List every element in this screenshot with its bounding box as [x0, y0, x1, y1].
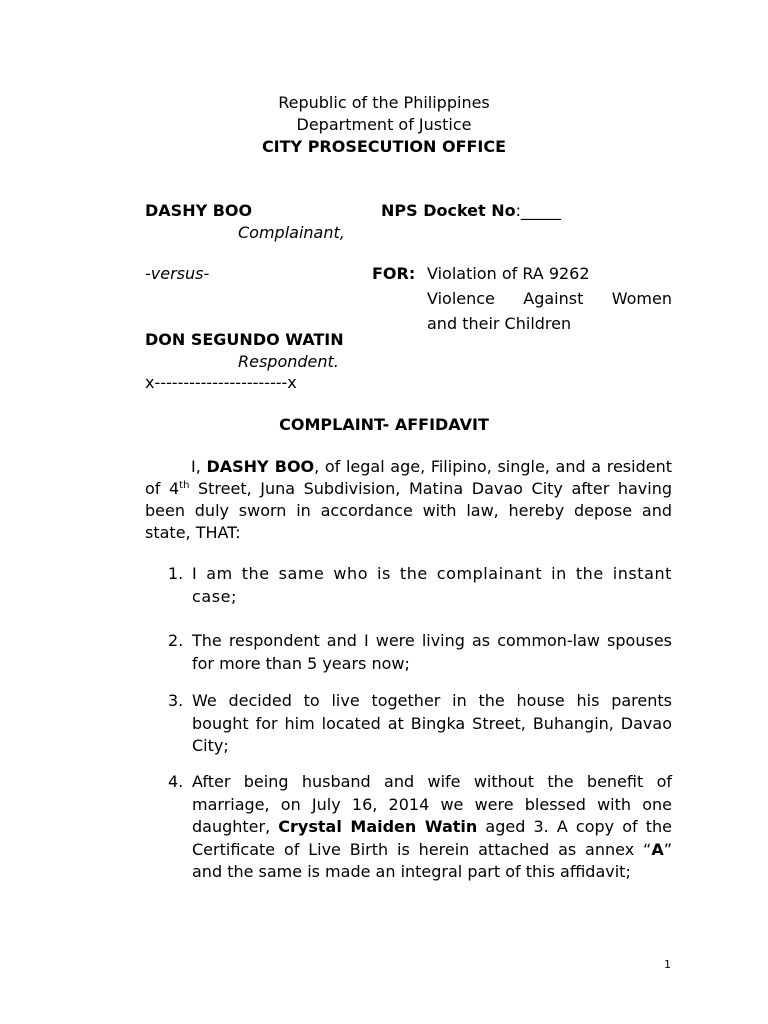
list-item-text [192, 771, 672, 884]
caption-separator: x-----------------------x [145, 373, 297, 392]
for-label: FOR: [372, 264, 416, 283]
docket-number [381, 200, 561, 222]
intro-superscript: th [179, 480, 190, 491]
list-item-text: We decided to live together in the house his parents bought for him located at Bingka Street, Buhangin, Davao City; [192, 691, 672, 755]
intro-text-1: I, [191, 457, 207, 476]
list-item-1 [168, 563, 672, 608]
for-line-3: and their Children [427, 314, 572, 333]
header-department: Department of Justice [296, 115, 472, 134]
intro-affiant-name: DASHY BOO [206, 457, 315, 476]
list-item-2 [168, 630, 672, 675]
list-item-number: 4. [168, 772, 184, 791]
list-item-number: 1. [168, 564, 184, 583]
for-line-1: Violation of RA 9262 [427, 264, 590, 283]
for-description [427, 261, 672, 336]
docket-label: NPS Docket No [381, 201, 516, 220]
complainant-role: Complainant, [238, 223, 345, 242]
page-number: 1 [664, 958, 671, 971]
list-item-4 [168, 771, 672, 884]
child-name: Crystal Maiden Watin [278, 817, 478, 836]
list-item-text: The respondent and I were living as common-law spouses for more than 5 years now; [192, 631, 672, 673]
item-4-text-1: After being husband and wife without the benefit of marriage, on July 16, 2014 we were blessed with one daughter, [192, 772, 672, 836]
respondent-role: Respondent. [238, 352, 339, 371]
respondent-name: DON SEGUNDO WATIN [145, 330, 344, 349]
complainant-name: DASHY BOO [145, 201, 253, 220]
docket-value: :_____ [515, 201, 562, 220]
header-office: CITY PROSECUTION OFFICE [261, 137, 507, 156]
list-item-number: 2. [168, 631, 184, 650]
list-item-3 [168, 690, 672, 758]
versus-label: -versus- [145, 264, 210, 283]
list-item-number: 3. [168, 691, 184, 710]
for-line-2: Violence Against Women [427, 289, 672, 308]
list-item-text: I am the same who is the complainant in the instant case; [192, 564, 672, 606]
document-title: COMPLAINT- AFFIDAVIT [279, 415, 489, 434]
header-republic: Republic of the Philippines [278, 93, 490, 112]
intro-paragraph [145, 456, 672, 544]
item-4-text-3: ” and the same is made an integral part of this affidavit; [192, 839, 672, 881]
intro-text-3: Street, Juna Subdivision, Matina Davao City after having been duly sworn in accordance with law, hereby depose and state, THAT: [145, 479, 673, 542]
intro-text-2: , of legal age, Filipino, single, and a resident of 4 [145, 457, 673, 498]
item-4-text-2: aged 3. A copy of the Certificate of Live Birth is herein attached as annex “ [192, 817, 673, 859]
annex-letter: A [651, 839, 664, 859]
